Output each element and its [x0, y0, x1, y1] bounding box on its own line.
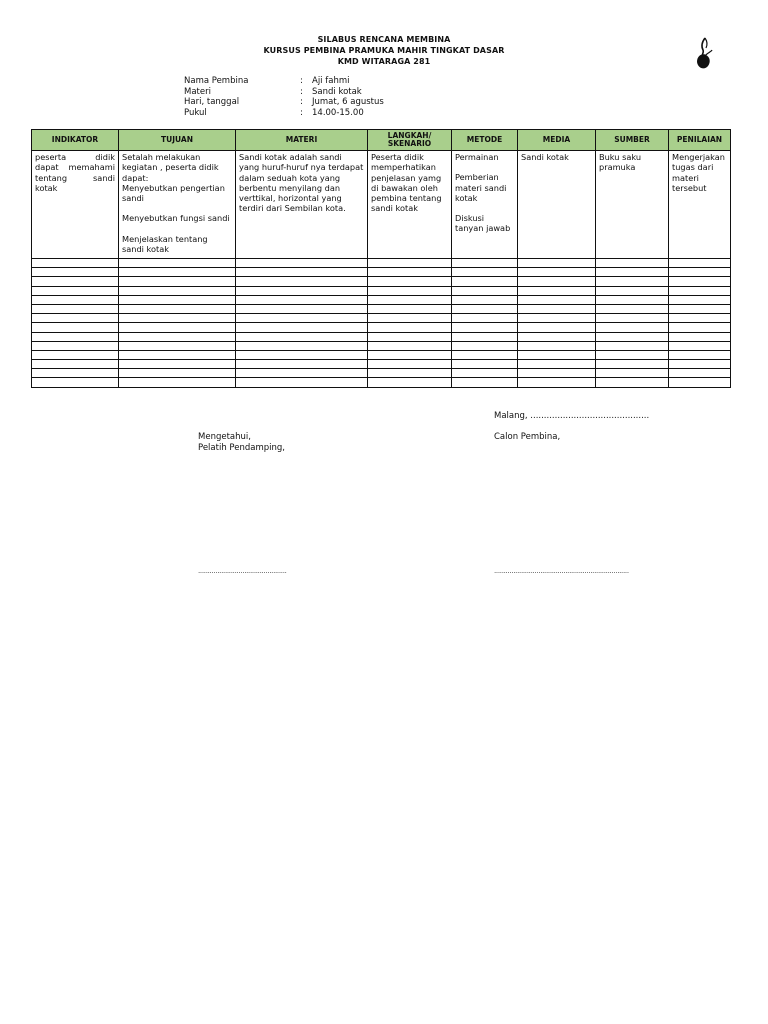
empty-cell — [32, 268, 119, 277]
empty-cell — [236, 369, 368, 378]
info-row-hari-tanggal — [184, 97, 384, 108]
indikator-line: peserta didik — [35, 152, 115, 162]
info-label: Hari, tanggal — [184, 97, 240, 107]
empty-cell — [236, 286, 368, 295]
empty-cell — [596, 369, 669, 378]
cell-metode — [452, 151, 518, 259]
empty-cell — [518, 341, 596, 350]
empty-cell — [518, 268, 596, 277]
header-sumber: SUMBER — [596, 130, 669, 151]
empty-cell — [518, 259, 596, 268]
table-header-row — [32, 130, 731, 151]
empty-cell — [596, 304, 669, 313]
cell-indikator — [32, 151, 119, 259]
title-line-1: SILABUS RENCANA MEMBINA — [317, 35, 451, 44]
info-row-nama-pembina — [184, 76, 384, 87]
tujuan-intro: Setalah melakukan kegiatan , peserta didik dapat: — [122, 152, 219, 183]
empty-cell — [32, 304, 119, 313]
cell-materi: Sandi kotak adalah sandi yang huruf-huruf nya terdapat dalam seduah kota yang berbentu menyilang dan verttikal, horizontal yang terdiri dari Sembilan kota. — [236, 151, 368, 259]
indikator-line: dapat memahami — [35, 162, 115, 173]
empty-cell — [368, 350, 452, 359]
header-indikator: INDIKATOR — [32, 130, 119, 151]
indikator-line: kotak — [35, 182, 58, 193]
empty-cell — [368, 295, 452, 304]
empty-cell — [32, 314, 119, 323]
empty-cell — [596, 378, 669, 387]
empty-cell — [452, 369, 518, 378]
empty-cell — [368, 323, 452, 332]
document-title — [0, 34, 768, 67]
empty-cell — [518, 369, 596, 378]
empty-table-row — [32, 341, 731, 350]
cell-tujuan — [119, 151, 236, 259]
cell-media: Sandi kotak — [518, 151, 596, 259]
table-row — [32, 151, 731, 259]
empty-table-row — [32, 332, 731, 341]
empty-cell — [669, 341, 731, 350]
signature-place-date: Malang, ............................................ — [494, 411, 650, 421]
empty-cell — [119, 332, 236, 341]
empty-cell — [452, 268, 518, 277]
scout-logo-icon — [693, 36, 715, 72]
empty-cell — [119, 304, 236, 313]
header-langkah-skenario: LANGKAH/ SKENARIO — [368, 130, 452, 151]
empty-cell — [518, 314, 596, 323]
cell-penilaian: Mengerjakan tugas dari materi tersebut — [669, 151, 731, 259]
empty-cell — [119, 369, 236, 378]
empty-cell — [669, 295, 731, 304]
empty-cell — [236, 341, 368, 350]
empty-cell — [32, 350, 119, 359]
empty-cell — [452, 277, 518, 286]
empty-cell — [32, 341, 119, 350]
empty-cell — [368, 332, 452, 341]
empty-cell — [236, 314, 368, 323]
empty-cell — [596, 332, 669, 341]
metode-item: Diskusi tanyan jawab — [455, 213, 511, 234]
empty-cell — [452, 314, 518, 323]
info-colon: : — [300, 76, 303, 86]
cell-sumber: Buku saku pramuka — [596, 151, 669, 259]
cell-langkah-skenario: Peserta didik memperhatikan penjelasan yamg di bawakan oleh pembina tentang sandi kotak — [368, 151, 452, 259]
title-line-2: KURSUS PEMBINA PRAMUKA MAHIR TINGKAT DASAR — [263, 46, 505, 55]
tujuan-item: Menjelaskan tentang sandi kotak — [122, 233, 208, 255]
empty-cell — [236, 304, 368, 313]
empty-cell — [119, 295, 236, 304]
empty-cell — [596, 350, 669, 359]
empty-cell — [669, 369, 731, 378]
empty-cell — [596, 295, 669, 304]
header-metode: METODE — [452, 130, 518, 151]
empty-cell — [236, 268, 368, 277]
empty-cell — [32, 286, 119, 295]
empty-table-row — [32, 360, 731, 369]
empty-cell — [518, 323, 596, 332]
empty-cell — [368, 369, 452, 378]
empty-cell — [452, 332, 518, 341]
signature-right-line-1: Calon Pembina, — [494, 432, 561, 442]
info-label: Nama Pembina — [184, 76, 249, 86]
empty-cell — [596, 323, 669, 332]
empty-cell — [669, 360, 731, 369]
empty-cell — [32, 259, 119, 268]
empty-cell — [518, 350, 596, 359]
empty-cell — [119, 314, 236, 323]
empty-cell — [669, 259, 731, 268]
syllabus-table — [31, 129, 731, 388]
empty-cell — [452, 295, 518, 304]
empty-cell — [452, 350, 518, 359]
empty-cell — [518, 304, 596, 313]
empty-cell — [518, 277, 596, 286]
info-value: Sandi kotak — [312, 86, 362, 97]
empty-cell — [119, 259, 236, 268]
empty-cell — [669, 323, 731, 332]
empty-cell — [32, 277, 119, 286]
empty-cell — [236, 360, 368, 369]
empty-cell — [368, 304, 452, 313]
empty-cell — [596, 259, 669, 268]
indikator-line: tentang sandi — [35, 172, 115, 183]
empty-cell — [368, 286, 452, 295]
empty-cell — [518, 295, 596, 304]
empty-cell — [596, 268, 669, 277]
empty-cell — [119, 360, 236, 369]
info-row-pukul — [184, 108, 384, 119]
empty-cell — [518, 332, 596, 341]
empty-cell — [236, 259, 368, 268]
empty-cell — [119, 341, 236, 350]
signature-left-line-1: Mengetahui, — [198, 432, 251, 442]
info-colon: : — [300, 107, 303, 118]
empty-cell — [452, 259, 518, 268]
empty-table-row — [32, 304, 731, 313]
empty-table-row — [32, 314, 731, 323]
empty-cell — [119, 286, 236, 295]
metode-item: Pemberian materi sandi kotak — [455, 172, 507, 203]
tujuan-item: Menyebutkan pengertian sandi — [122, 182, 225, 204]
tujuan-item: Menyebutkan fungsi sandi — [122, 213, 230, 224]
empty-cell — [596, 314, 669, 323]
empty-cell — [669, 268, 731, 277]
empty-cell — [596, 360, 669, 369]
empty-cell — [368, 378, 452, 387]
empty-cell — [119, 268, 236, 277]
empty-cell — [32, 323, 119, 332]
empty-cell — [669, 332, 731, 341]
empty-cell — [236, 332, 368, 341]
empty-cell — [518, 378, 596, 387]
empty-cell — [236, 277, 368, 286]
signature-left-line-2: Pelatih Pendamping, — [198, 442, 285, 453]
empty-table-row — [32, 350, 731, 359]
metode-item: Permainan — [455, 152, 499, 162]
empty-cell — [669, 350, 731, 359]
signature-left-dots: .............................................. — [198, 567, 287, 575]
empty-cell — [596, 286, 669, 295]
empty-table-row — [32, 323, 731, 332]
empty-cell — [32, 295, 119, 304]
empty-cell — [452, 323, 518, 332]
empty-cell — [119, 277, 236, 286]
empty-cell — [119, 350, 236, 359]
empty-cell — [669, 314, 731, 323]
empty-cell — [596, 277, 669, 286]
empty-cell — [669, 378, 731, 387]
empty-cell — [236, 295, 368, 304]
empty-table-row — [32, 369, 731, 378]
empty-cell — [236, 323, 368, 332]
empty-cell — [452, 341, 518, 350]
empty-table-row — [32, 277, 731, 286]
empty-cell — [32, 360, 119, 369]
empty-cell — [368, 259, 452, 268]
signature-left-block — [198, 432, 285, 453]
empty-table-row — [32, 286, 731, 295]
empty-cell — [669, 304, 731, 313]
info-label: Pukul — [184, 107, 207, 118]
empty-table-row — [32, 378, 731, 387]
empty-cell — [452, 378, 518, 387]
empty-cell — [368, 360, 452, 369]
empty-cell — [669, 286, 731, 295]
empty-table-row — [32, 295, 731, 304]
empty-cell — [32, 369, 119, 378]
empty-cell — [119, 378, 236, 387]
empty-cell — [32, 378, 119, 387]
header-media: MEDIA — [518, 130, 596, 151]
info-value: Aji fahmi — [312, 76, 350, 86]
empty-cell — [452, 304, 518, 313]
empty-cell — [596, 341, 669, 350]
info-value: Jumat, 6 agustus — [312, 97, 384, 107]
header-tujuan: TUJUAN — [119, 130, 236, 151]
empty-cell — [236, 378, 368, 387]
empty-cell — [368, 341, 452, 350]
title-line-3: KMD WITARAGA 281 — [337, 57, 431, 66]
empty-cell — [368, 314, 452, 323]
empty-cell — [368, 268, 452, 277]
info-block — [184, 76, 384, 118]
empty-table-row — [32, 268, 731, 277]
empty-cell — [368, 277, 452, 286]
empty-cell — [518, 360, 596, 369]
empty-cell — [669, 277, 731, 286]
info-row-materi — [184, 87, 384, 98]
info-colon: : — [300, 86, 303, 97]
info-value: 14.00-15.00 — [312, 107, 364, 118]
empty-cell — [518, 286, 596, 295]
empty-cell — [452, 286, 518, 295]
empty-cell — [119, 323, 236, 332]
header-penilaian: PENILAIAN — [669, 130, 731, 151]
info-label: Materi — [184, 86, 211, 97]
empty-cell — [236, 350, 368, 359]
empty-table-row — [32, 259, 731, 268]
empty-cell — [32, 332, 119, 341]
empty-cell — [452, 360, 518, 369]
header-materi: MATERI — [236, 130, 368, 151]
info-colon: : — [300, 97, 303, 107]
signature-right-dots: ...................................................................... — [494, 567, 629, 575]
